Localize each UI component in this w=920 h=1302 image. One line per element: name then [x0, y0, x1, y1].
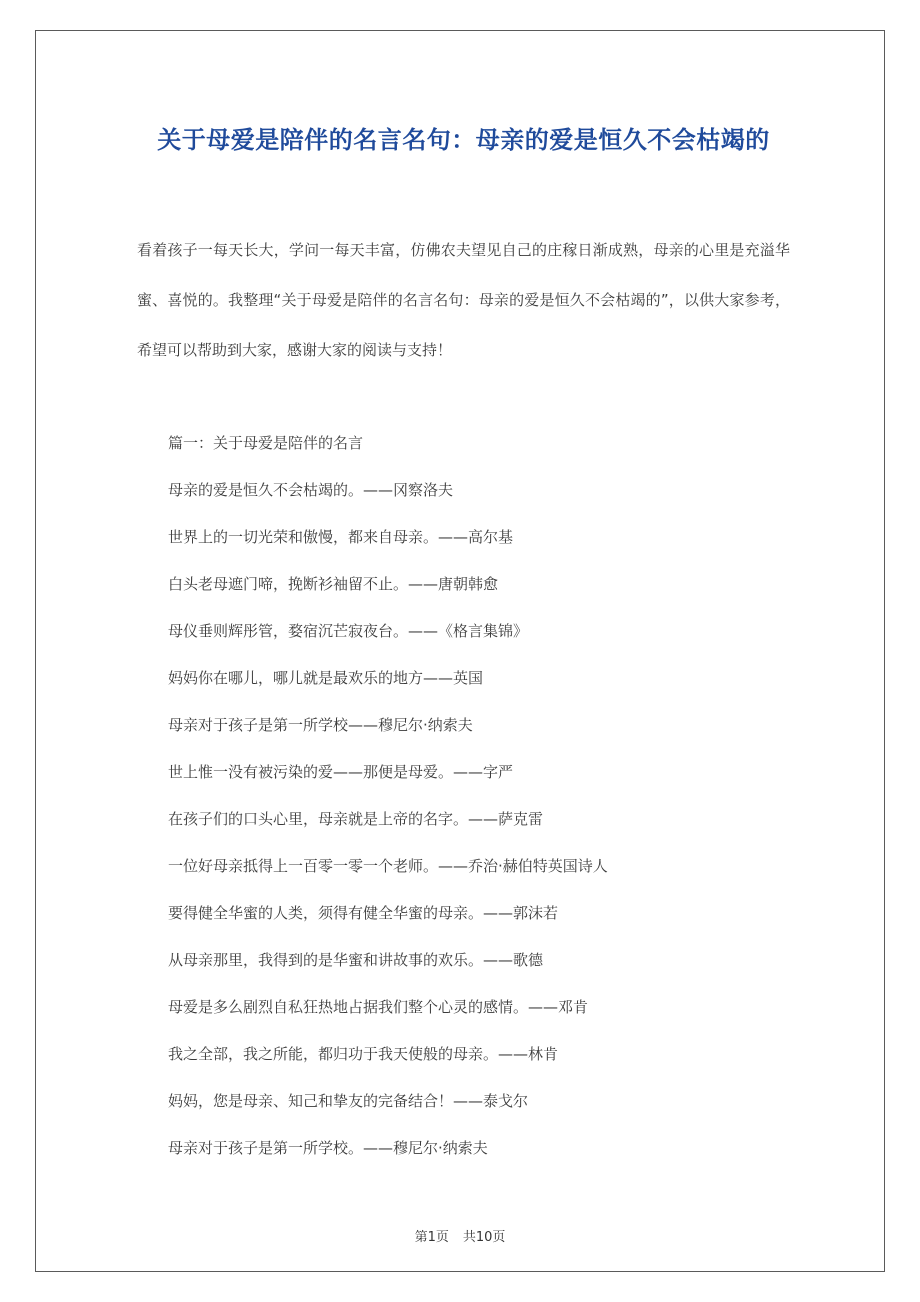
quote-line: 母爱是多么剧烈自私狂热地占据我们整个心灵的感情。——邓肯 — [168, 997, 589, 1016]
quote-line: 世界上的一切光荣和傲慢，都来自母亲。——高尔基 — [168, 527, 514, 546]
quote-line: 妈妈你在哪儿，哪儿就是最欢乐的地方——英国 — [168, 668, 484, 687]
page-footer — [36, 1226, 884, 1245]
quote-line: 母亲的爱是恒久不会枯竭的。——冈察洛夫 — [168, 480, 454, 499]
quote-line: 母亲对于孩子是第一所学校——穆尼尔·纳索夫 — [168, 715, 473, 734]
quote-line: 妈妈，您是母亲、知己和挚友的完备结合！——泰戈尔 — [168, 1091, 529, 1110]
quote-line: 一位好母亲抵得上一百零一零一个老师。——乔治·赫伯特英国诗人 — [168, 856, 608, 875]
quote-line: 白头老母遮门啼，挽断衫袖留不止。——唐朝韩愈 — [168, 574, 499, 593]
quote-line: 从母亲那里，我得到的是华蜜和讲故事的欢乐。——歌德 — [168, 950, 544, 969]
page-border — [35, 30, 885, 1272]
quotes-list — [137, 467, 790, 1172]
section-heading: 篇一：关于母爱是陪伴的名言 — [168, 433, 364, 452]
quote-line: 母仪垂则辉彤管，婺宿沉芒寂夜台。——《格言集锦》 — [168, 621, 529, 640]
total-pages: 共10页 — [462, 1230, 506, 1245]
quotes-section — [137, 420, 790, 1172]
quote-line: 我之全部，我之所能，都归功于我天使般的母亲。——林肯 — [168, 1044, 559, 1063]
quote-line: 要得健全华蜜的人类，须得有健全华蜜的母亲。——郭沫若 — [168, 903, 559, 922]
document-title: 关于母爱是陪伴的名言名句：母亲的爱是恒久不会枯竭的 — [157, 126, 770, 154]
quote-line: 母亲对于孩子是第一所学校。——穆尼尔·纳索夫 — [168, 1138, 488, 1157]
page-number: 第1页 — [414, 1230, 449, 1245]
quote-line: 世上惟一没有被污染的爱——那便是母爱。——字严 — [168, 762, 514, 781]
intro-paragraph: 看着孩子一每天长大，学问一每天丰富，仿佛农夫望见自己的庄稼日渐成熟，母亲的心里是充溢华蜜、喜悦的。我整理“关于母爱是陪伴的名言名句：母亲的爱是恒久不会枯竭的”，以供大家参考，希望可以帮助到大家，感谢大家的阅读与支持！ — [137, 240, 790, 359]
quote-line: 在孩子们的口头心里，母亲就是上帝的名字。——萨克雷 — [168, 809, 544, 828]
